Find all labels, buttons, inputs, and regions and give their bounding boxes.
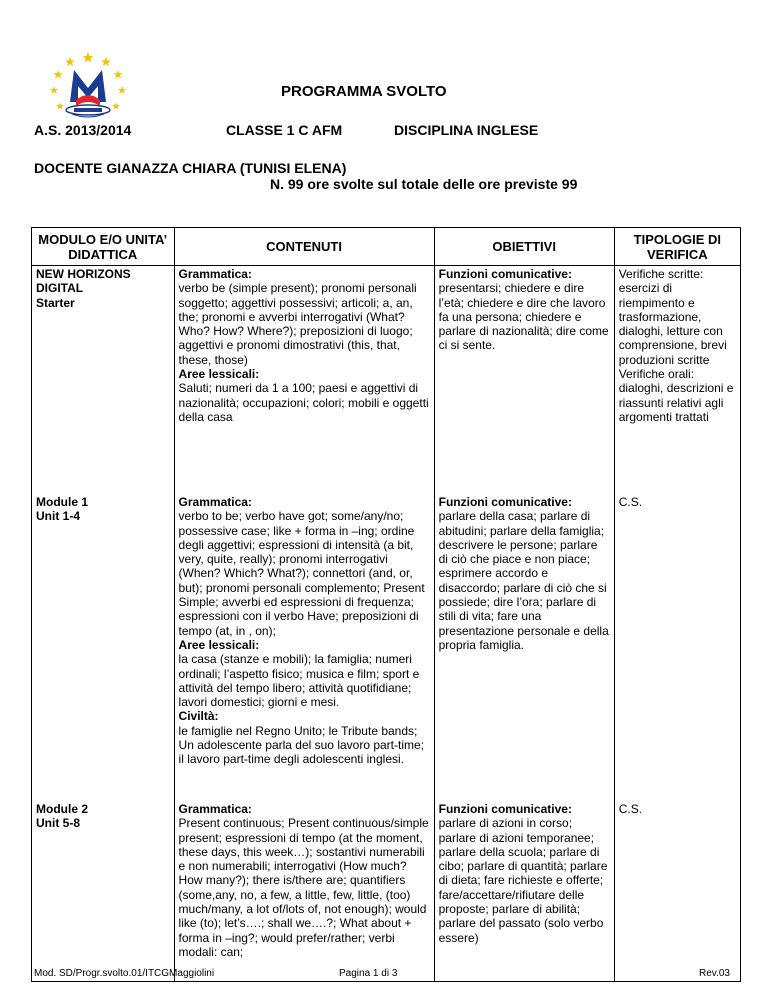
verification-cell: Verifiche scritte: esercizi di riempimento e trasformazione, dialoghi, letture con comprensione, brevi produzioni scritte Verifiche orali: dialoghi, descrizioni e riassunti relativi agli argomenti trattati	[614, 266, 740, 495]
footer-form-code: Mod. SD/Progr.svolto.01/ITCGMaggiolini	[34, 968, 215, 979]
program-table	[31, 227, 741, 982]
hours-label: N. 99 ore svolte sul totale delle ore previste 99	[270, 176, 578, 192]
module-cell: NEW HORIZONS DIGITAL Starter	[32, 266, 175, 495]
footer-page-number: Pagina 1 di 3	[339, 968, 398, 979]
contents-cell: Grammatica: Present continuous; Present continuous/simple present; espressioni di tempo (at the moment, these days, this week…); sostantivi numerabili e non numerabili; interrogativi (How much? How many?); there is/there are; quantifiers (some,any, no, a few, a little, few, little, (too) much/many, a lot of/lots of, not enough); would like (to); let’s….; shall we….?; What about + forma in –ing?; would prefer/rather; verbi modali: can;	[174, 801, 434, 982]
objectives-cell: Funzioni comunicative: parlare di azioni in corso; parlare di azioni temporanee; parlare della scuola; parlare di cibo; parlare di quantità; parlare di dieta; fare richieste e offerte; fare/accettare/rifiutare delle proposte; parlare di abilità; parlare del passato (solo verbo essere)	[434, 801, 614, 982]
school-year: A.S. 2013/2014	[34, 122, 132, 138]
verification-cell: C.S.	[614, 801, 740, 982]
school-crest-logo-icon	[48, 50, 128, 126]
column-header-objectives: OBIETTIVI	[434, 228, 614, 266]
contents-cell: Grammatica: verbo be (simple present); pronomi personali soggetto; aggettivi possessivi; articoli; a, an, the; pronomi e avverbi interrogativi (What? Who? How? Where?); preposizioni di luogo; aggettivi e pronomi dimostrativi (this, that, these, those) Aree lessicali: Saluti; numeri da 1 a 100; paesi e aggettivi di nazionalità; occupazioni; colori; mobili e oggetti della casa	[174, 266, 434, 495]
column-header-verification: TIPOLOGIE DI VERIFICA	[614, 228, 740, 266]
contents-cell: Grammatica: verbo to be; verbo have got; some/any/no; possessive case; like + forma in –ing; ordine degli aggettivi; espressioni di intensità (a bit, very, quite, really); pronomi interrogativi (When? Which? What?); connettori (and, or, but); pronomi personali complemento; Present Simple; avverbi ed espressioni di frequenza; espressioni con il verbo Have; preposizioni di tempo (at, in , on); Aree lessicali: la casa (stanze e mobili); la famiglia; numeri ordinali; l’aspetto fisico; musica e film; sport e attività del tempo libero; attività quotifidiane; lavori domestici; giorni e mesi. Civiltà: le famiglie nel Regno Unito; le Tribute bands; Un adolescente parla del suo lavoro part-time; il lavoro part-time degli adolescenti inglesi.	[174, 494, 434, 801]
table-row	[32, 266, 741, 495]
verification-cell: C.S.	[614, 494, 740, 801]
column-header-module: MODULO E/O UNITA’ DIDATTICA	[32, 228, 175, 266]
table-header-row	[32, 228, 741, 266]
subject-label: DISCIPLINA INGLESE	[394, 122, 539, 138]
objectives-cell: Funzioni comunicative: parlare della casa; parlare di abitudini; parlare della famiglia; descrivere le persone; parlare di ciò che piace e non piace; esprimere accordo e disaccordo; parlare di ciò che si possiede; dire l’ora; parlare di stili di vita; fare una presentazione personale e della propria famiglia.	[434, 494, 614, 801]
module-cell: Module 2 Unit 5-8	[32, 801, 175, 982]
objectives-cell: Funzioni comunicative: presentarsi; chiedere e dire l’età; chiedere e dire che lavoro fa una persona; chiedere e parlare di nazionalità; dire come ci si sente.	[434, 266, 614, 495]
table-row	[32, 494, 741, 801]
footer-revision: Rev.03	[699, 968, 730, 979]
teacher-label: DOCENTE GIANAZZA CHIARA (TUNISI ELENA)	[34, 160, 347, 176]
module-cell: Module 1 Unit 1-4	[32, 494, 175, 801]
table-row	[32, 801, 741, 982]
column-header-contents: CONTENUTI	[174, 228, 434, 266]
class-label: CLASSE 1 C AFM	[226, 122, 343, 138]
